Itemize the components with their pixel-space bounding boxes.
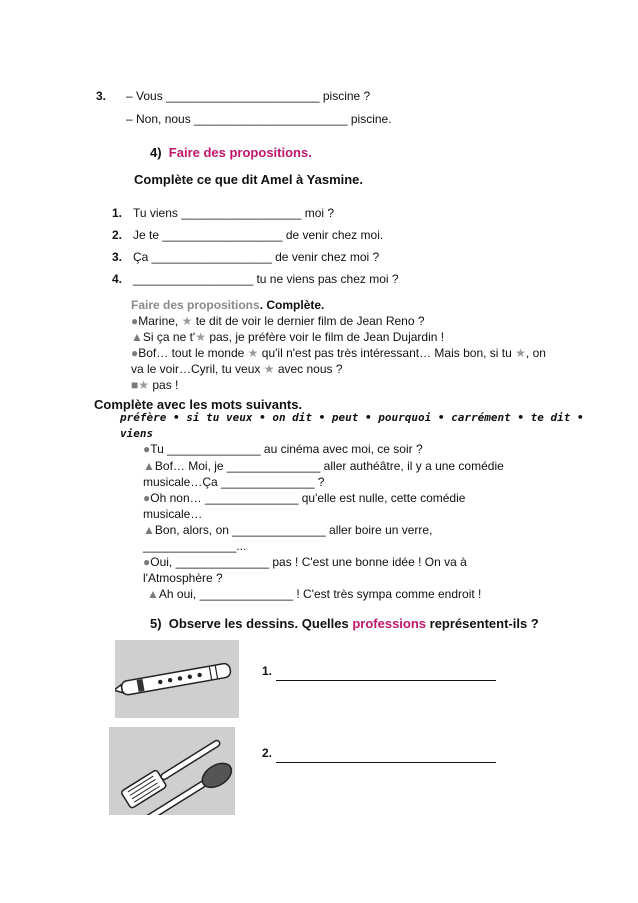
ex3-item-3 — [96, 89, 106, 103]
exercise-line: musicale… — [143, 507, 203, 521]
triangle-icon: ▲ — [147, 587, 159, 601]
flute-icon — [115, 640, 239, 718]
dialogue-text: Marine, — [138, 314, 179, 328]
exercise-line: musicale…Ça ______________ ? — [143, 475, 325, 489]
circle-icon: ● — [143, 491, 151, 505]
exercise-line — [143, 555, 467, 569]
exercise-text: Oui, ______________ pas ! C'est une bonne idée ! On va à — [150, 555, 467, 569]
exercise-line — [147, 587, 481, 601]
dialogue-text: va le voir…Cyril, tu veux — [131, 362, 261, 376]
item-number: 2. — [112, 228, 123, 242]
answer-line-2[interactable] — [276, 762, 496, 763]
triangle-icon: ▲ — [131, 330, 143, 344]
square-icon: ■ — [131, 378, 139, 392]
dialogue-line — [131, 346, 546, 360]
dialogue-heading-grey: Faire des propositions — [131, 298, 260, 312]
exercise-text: Oh non… ______________ qu'elle est nulle, cette comédie — [150, 491, 466, 505]
triangle-icon: ▲ — [143, 459, 155, 473]
exercise-text: Bon, alors, on ______________ aller boire un verre, — [154, 523, 433, 537]
circle-icon: ● — [143, 442, 151, 456]
exercise-line — [143, 523, 432, 537]
ex4-item — [112, 228, 122, 242]
dialogue-heading — [131, 298, 324, 312]
dialogue-text: Si ça ne t' — [142, 330, 196, 344]
ex3-line-2: – Non, nous _______________________ piscine. — [126, 112, 392, 126]
dialogue-text: te dit de voir le dernier film de Jean Reno ? — [195, 314, 425, 328]
section-number: 5) — [150, 616, 162, 631]
ex4-item-text: Je te __________________ de venir chez moi. — [133, 228, 384, 242]
dialogue-text: pas, je préfère voir le film de Jean Dujardin ! — [209, 330, 445, 344]
dialogue-line — [131, 314, 425, 328]
exercise-title: Complète avec les mots suivants. — [94, 397, 303, 412]
exercise-line: l'Atmosphère ? — [143, 571, 223, 585]
spatula-spoon-icon — [109, 727, 235, 815]
ex3-line-1: – Vous _______________________ piscine ? — [126, 89, 371, 103]
circle-icon: ● — [131, 314, 139, 328]
star-icon: ★ — [515, 346, 526, 360]
ex4-item — [112, 272, 122, 286]
star-icon: ★ — [263, 362, 275, 376]
section-5-heading — [150, 616, 539, 631]
section-4-instruction: Complète ce que dit Amel à Yasmine. — [134, 172, 364, 187]
star-icon: ★ — [247, 346, 259, 360]
item-number: 3. — [112, 250, 123, 264]
section-title: Observe les dessins. Quelles — [168, 616, 353, 631]
exercise-text: Ah oui, ______________ ! C'est très sympa comme endroit ! — [158, 587, 482, 601]
ex4-item-text: __________________ tu ne viens pas chez moi ? — [133, 272, 399, 286]
star-icon: ★ — [138, 378, 150, 392]
circle-icon: ● — [143, 555, 151, 569]
word-bank-line-2: viens — [120, 427, 154, 440]
dialogue-line — [131, 330, 444, 344]
ex4-item — [112, 206, 122, 220]
exercise-text: Bof… Moi, je ______________ aller authéâtre, il y a une comédie — [154, 459, 504, 473]
section-4-heading — [150, 145, 312, 160]
ex4-item-text: Ça __________________ de venir chez moi ? — [133, 250, 380, 264]
exercise-text: Tu ______________ au cinéma avec moi, ce soir ? — [150, 442, 423, 456]
item-number: 1. — [112, 206, 123, 220]
star-icon: ★ — [195, 330, 206, 344]
dialogue-text: Bof… tout le monde — [138, 346, 245, 360]
flute-drawing — [115, 640, 239, 718]
section-title-highlight: professions — [352, 616, 427, 631]
kitchen-utensils-drawing — [109, 727, 235, 815]
exercise-line: ______________... — [143, 539, 247, 553]
dialogue-heading-black: . Complète. — [259, 298, 325, 312]
section-title: représentent-ils ? — [426, 616, 539, 631]
dialogue-text: avec nous ? — [277, 362, 343, 376]
section-number: 4) — [150, 145, 162, 160]
dialogue-text: pas ! — [152, 378, 179, 392]
circle-icon: ● — [131, 346, 139, 360]
item-number: 4. — [112, 272, 123, 286]
word-bank-line-1: préfère • si tu veux • on dit • peut • pourquoi • carrément • te dit • — [120, 411, 584, 424]
answer-label-2: 2. — [262, 746, 273, 760]
star-icon: ★ — [181, 314, 193, 328]
section-title: Faire des propositions. — [168, 145, 312, 160]
ex4-item — [112, 250, 122, 264]
exercise-line — [143, 491, 465, 505]
exercise-line — [143, 459, 504, 473]
dialogue-line — [131, 362, 343, 376]
dialogue-text: qu'il n'est pas très intéressant… Mais bon, si tu — [261, 346, 512, 360]
dialogue-text: , on — [525, 346, 546, 360]
ex4-item-text: Tu viens __________________ moi ? — [133, 206, 335, 220]
answer-label-1: 1. — [262, 664, 273, 678]
exercise-line — [143, 442, 423, 456]
answer-line-1[interactable] — [276, 680, 496, 681]
triangle-icon: ▲ — [143, 523, 155, 537]
item-number: 3. — [96, 89, 107, 103]
dialogue-line — [131, 378, 178, 392]
